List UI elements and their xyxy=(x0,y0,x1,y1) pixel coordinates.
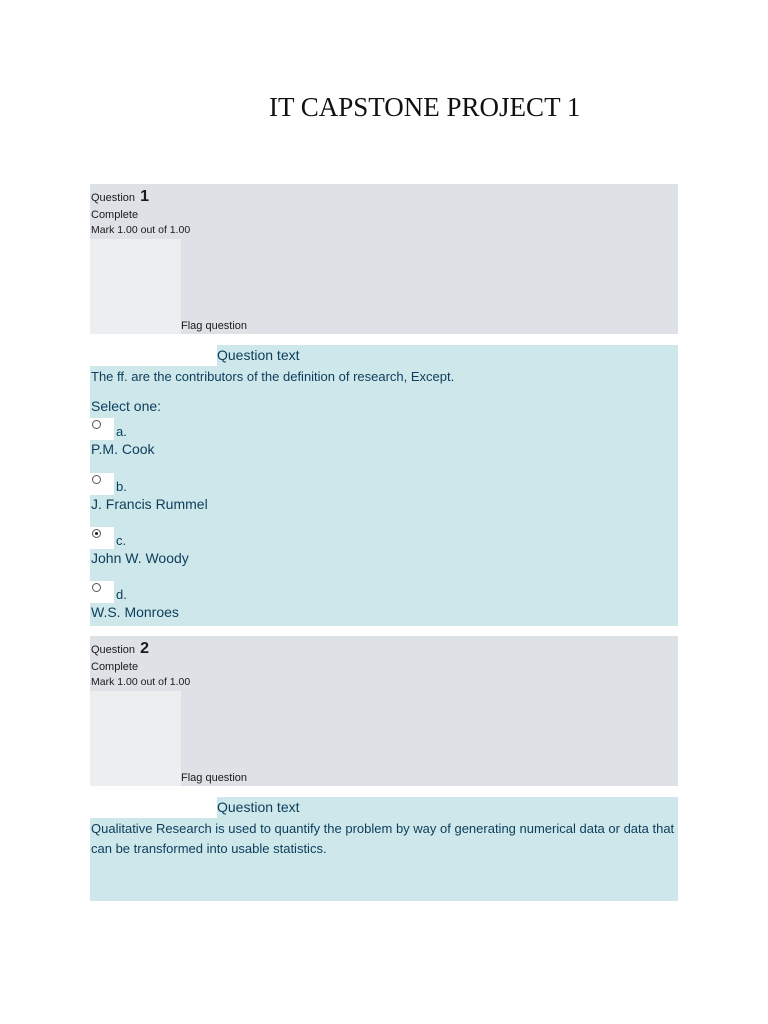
question-state: Complete xyxy=(91,661,139,673)
radio-button-b[interactable] xyxy=(92,475,101,484)
header-spacer xyxy=(90,345,217,366)
flag-question-toggle[interactable] xyxy=(90,239,181,334)
flag-question-link[interactable]: Flag question xyxy=(181,772,248,784)
question-2-info xyxy=(90,636,678,786)
question-text-header: Question text xyxy=(217,347,300,363)
question-text-header: Question text xyxy=(217,799,300,815)
radio-button-a[interactable] xyxy=(92,420,101,429)
answer-option-b[interactable] xyxy=(90,473,678,528)
question-prompt: Qualitative Research is used to quantify the problem by way of generating numerical data or data that can be transformed into usable statistics. xyxy=(91,821,675,856)
radio-cell xyxy=(90,527,114,549)
option-letter: c. xyxy=(116,533,127,548)
question-number: 2 xyxy=(140,640,149,657)
radio-button-d[interactable] xyxy=(92,583,101,592)
document-title: IT CAPSTONE PROJECT 1 xyxy=(269,92,581,122)
question-1-content xyxy=(90,345,678,626)
radio-cell xyxy=(90,473,114,495)
question-prompt: The ff. are the contributors of the definition of research, Except. xyxy=(91,369,455,384)
question-grade: Mark 1.00 out of 1.00 xyxy=(91,676,191,688)
question-2-content xyxy=(90,797,678,901)
select-one-label: Select one: xyxy=(91,398,162,414)
question-label xyxy=(91,640,149,658)
radio-cell xyxy=(90,418,114,440)
option-letter: a. xyxy=(116,424,127,439)
option-letter: b. xyxy=(116,479,127,494)
option-text: J. Francis Rummel xyxy=(91,496,208,512)
question-grade: Mark 1.00 out of 1.00 xyxy=(91,224,191,236)
answer-option-a[interactable] xyxy=(90,418,678,473)
question-label-text: Question xyxy=(91,644,136,656)
header-spacer xyxy=(90,797,217,818)
option-text: P.M. Cook xyxy=(91,441,155,457)
question-label xyxy=(91,188,149,206)
radio-cell xyxy=(90,581,114,603)
answer-option-c[interactable] xyxy=(90,527,678,582)
question-number: 1 xyxy=(140,188,149,205)
question-1-info xyxy=(90,184,678,334)
answer-option-d[interactable] xyxy=(90,581,678,636)
flag-question-link[interactable]: Flag question xyxy=(181,320,248,332)
option-text: W.S. Monroes xyxy=(91,604,179,620)
question-label-text: Question xyxy=(91,192,136,204)
question-state: Complete xyxy=(91,209,139,221)
option-letter: d. xyxy=(116,587,127,602)
flag-question-toggle[interactable] xyxy=(90,691,181,786)
option-text: John W. Woody xyxy=(91,550,189,566)
radio-button-c-selected[interactable] xyxy=(92,529,101,538)
